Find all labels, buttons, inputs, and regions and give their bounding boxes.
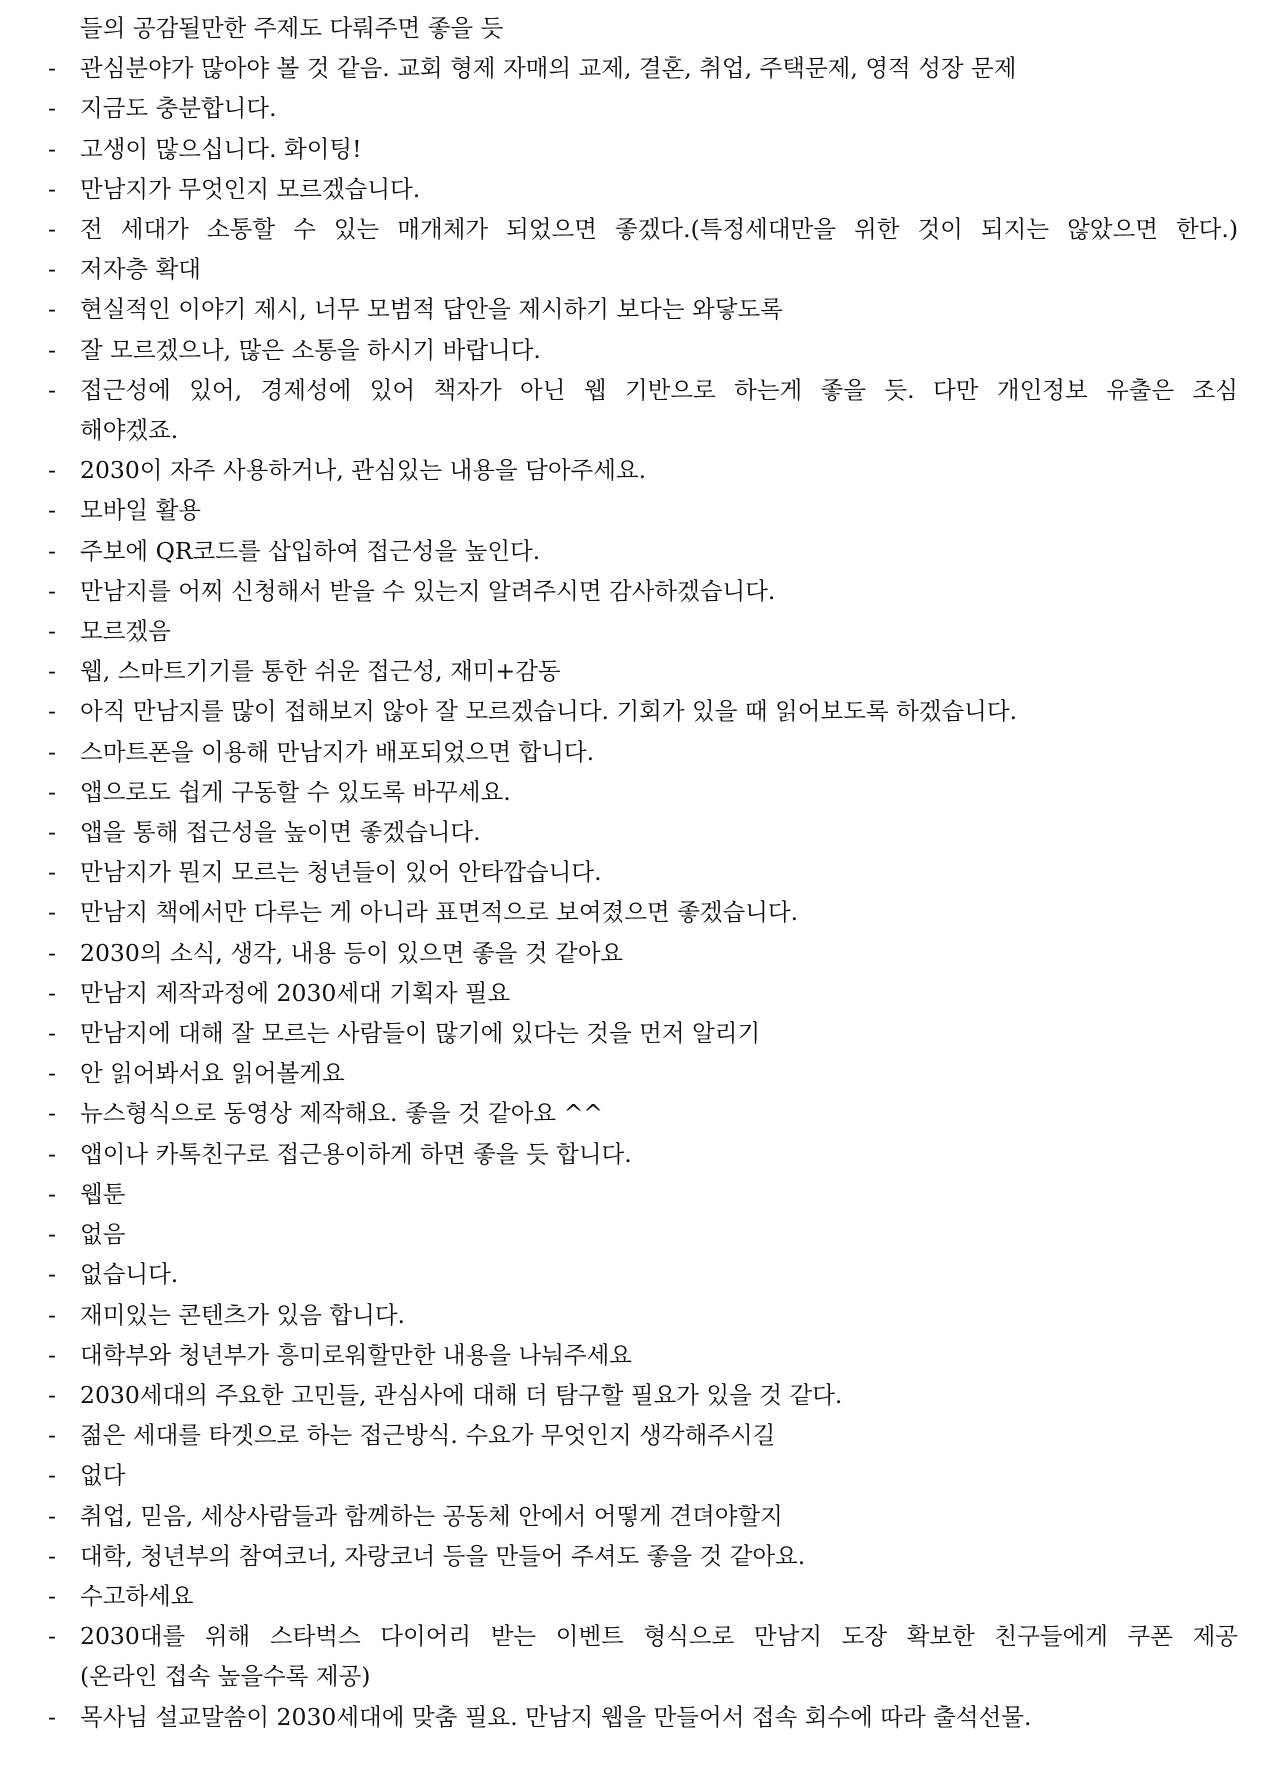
list-item-text: 아직 만남지를 많이 접해보지 않아 잘 모르겠습니다. 기회가 있을 때 읽어보도록 하겠습니다. [80, 697, 1018, 726]
list-item [48, 370, 1238, 410]
list-item [48, 611, 1238, 651]
list-item-text: 현실적인 이야기 제시, 너무 모범적 답안을 제시하기 보다는 와닿도록 [80, 295, 783, 324]
list-item-text: 앱으로도 쉽게 구동할 수 있도록 바꾸세요. [80, 777, 511, 806]
list-item [48, 852, 1238, 892]
list-item-text: 저자층 확대 [80, 255, 201, 284]
list-item-text: 젊은 세대를 타겟으로 하는 접근방식. 수요가 무엇인지 생각해주시길 [80, 1421, 776, 1450]
bullet-dash: - [48, 657, 56, 686]
list-item [48, 1697, 1238, 1737]
list-item-text: 취업, 믿음, 세상사람들과 함께하는 공동체 안에서 어떻게 견뎌야할지 [80, 1501, 783, 1530]
list-item [48, 651, 1238, 691]
bullet-dash: - [48, 938, 56, 967]
bullet-dash: - [48, 1380, 56, 1409]
list-item [48, 1134, 1238, 1174]
list-item-text: 주보에 QR코드를 삽입하여 접근성을 높인다. [80, 536, 541, 565]
list-item-text: 만남지를 어찌 신청해서 받을 수 있는지 알려주시면 감사하겠습니다. [80, 576, 776, 605]
list-item-text: 관심분야가 많아야 볼 것 같음. 교회 형제 자매의 교제, 결혼, 취업, 주택문제, 영적 성장 문제 [80, 54, 1017, 83]
list-item-text: 만남지가 뭔지 모르는 청년들이 있어 안타깝습니다. [80, 858, 602, 887]
list-item-continuation [48, 1656, 1238, 1696]
list-item-text: 2030의 소식, 생각, 내용 등이 있으면 좋을 것 같아요 [80, 938, 624, 967]
bullet-dash: - [48, 54, 56, 83]
list-item-text: 잘 모르겠으나, 많은 소통을 하시기 바랍니다. [80, 335, 541, 364]
list-item-text: 만남지가 무엇인지 모르겠습니다. [80, 174, 421, 203]
list-item-text: 대학, 청년부의 참여코너, 자랑코너 등을 만들어 주셔도 좋을 것 같아요. [80, 1541, 806, 1570]
bullet-dash: - [48, 1220, 56, 1249]
list-item [48, 289, 1238, 329]
list-item-text: 뉴스형식으로 동영상 제작해요. 좋을 것 같아요 ^^ [80, 1099, 603, 1128]
list-item-text: 웹, 스마트기기를 통한 쉬운 접근성, 재미+감동 [80, 657, 561, 686]
bullet-dash: - [48, 1139, 56, 1168]
list-item-continuation [48, 8, 1238, 48]
list-item-text: 만남지 제작과정에 2030세대 기획자 필요 [80, 978, 511, 1007]
list-item [48, 571, 1238, 611]
list-item-continuation [48, 410, 1238, 450]
list-item-text: 스마트폰을 이용해 만남지가 배포되었으면 합니다. [80, 737, 595, 766]
list-item [48, 88, 1238, 128]
bullet-dash: - [48, 1501, 56, 1530]
list-item [48, 1576, 1238, 1616]
list-item-text: 해야겠죠. [80, 416, 179, 445]
list-item [48, 1053, 1238, 1093]
list-item [48, 772, 1238, 812]
bullet-dash: - [48, 295, 56, 324]
list-item [48, 1335, 1238, 1375]
list-item-text: 모바일 활용 [80, 496, 201, 525]
list-item [48, 330, 1238, 370]
list-item-text: 수고하세요 [80, 1581, 194, 1610]
list-item-text: 2030대를 위해 스타벅스 다이어리 받는 이벤트 형식으로 만남지 도장 확보한 친구들에게 쿠폰 제공 [80, 1622, 1238, 1651]
list-item [48, 129, 1238, 169]
list-item-text: (온라인 접속 높을수록 제공) [80, 1662, 371, 1691]
list-item [48, 732, 1238, 772]
bullet-dash: - [48, 1541, 56, 1570]
list-item [48, 1536, 1238, 1576]
list-item [48, 490, 1238, 530]
bullet-dash: - [48, 737, 56, 766]
list-item-text: 대학부와 청년부가 흥미로워할만한 내용을 나눠주세요 [80, 1340, 633, 1369]
bullet-dash: - [48, 335, 56, 364]
bullet-dash: - [48, 94, 56, 123]
list-item-text: 재미있는 콘텐츠가 있음 합니다. [80, 1300, 405, 1329]
bullet-dash: - [48, 978, 56, 1007]
bullet-dash: - [48, 215, 56, 244]
list-item-text: 전 세대가 소통할 수 있는 매개체가 되었으면 좋겠다.(특정세대만을 위한 것이 되지는 않았으면 한다.) [80, 215, 1238, 244]
list-item [48, 1214, 1238, 1254]
list-item [48, 812, 1238, 852]
list-item-text: 2030이 자주 사용하거나, 관심있는 내용을 담아주세요. [80, 456, 647, 485]
list-item [48, 1174, 1238, 1214]
list-item [48, 691, 1238, 731]
bullet-dash: - [48, 576, 56, 605]
bullet-dash: - [48, 255, 56, 284]
bullet-dash: - [48, 1260, 56, 1289]
list-item-text: 2030세대의 주요한 고민들, 관심사에 대해 더 탐구할 필요가 있을 것 같다. [80, 1380, 843, 1409]
list-item [48, 973, 1238, 1013]
list-item [48, 1496, 1238, 1536]
list-item-text: 접근성에 있어, 경제성에 있어 책자가 아닌 웹 기반으로 하는게 좋을 듯. 다만 개인정보 유출은 조심 [80, 375, 1238, 404]
list-item-text: 안 읽어봐서요 읽어볼게요 [80, 1059, 345, 1088]
bullet-dash: - [48, 1019, 56, 1048]
bullet-dash: - [48, 697, 56, 726]
list-item [48, 249, 1238, 289]
list-item-text: 앱이나 카톡친구로 접근용이하게 하면 좋을 듯 합니다. [80, 1139, 632, 1168]
list-item-text: 모르겠음 [80, 617, 171, 646]
survey-response-list [48, 8, 1238, 1737]
list-item [48, 892, 1238, 932]
list-item-text: 앱을 통해 접근성을 높이면 좋겠습니다. [80, 818, 481, 847]
list-item [48, 1455, 1238, 1495]
list-item-text: 없다 [80, 1461, 126, 1490]
bullet-dash: - [48, 1461, 56, 1490]
list-item [48, 209, 1238, 249]
bullet-dash: - [48, 134, 56, 163]
list-item [48, 1616, 1238, 1656]
bullet-dash: - [48, 1581, 56, 1610]
bullet-dash: - [48, 496, 56, 525]
list-item-text: 목사님 설교말씀이 2030세대에 맞춤 필요. 만남지 웹을 만들어서 접속 회수에 따라 출석선물. [80, 1702, 1032, 1731]
list-item-text: 없습니다. [80, 1260, 179, 1289]
list-item-text: 고생이 많으십니다. 화이팅! [80, 134, 362, 163]
bullet-dash: - [48, 617, 56, 646]
list-item-text: 없음 [80, 1220, 126, 1249]
list-item-text: 지금도 충분합니다. [80, 94, 277, 123]
list-item [48, 1375, 1238, 1415]
bullet-dash: - [48, 1059, 56, 1088]
list-item [48, 1295, 1238, 1335]
list-item [48, 450, 1238, 490]
list-item [48, 1093, 1238, 1133]
bullet-dash: - [48, 1622, 56, 1651]
bullet-dash: - [48, 1421, 56, 1450]
bullet-dash: - [48, 174, 56, 203]
bullet-dash: - [48, 1300, 56, 1329]
bullet-dash: - [48, 1099, 56, 1128]
list-item [48, 48, 1238, 88]
bullet-dash: - [48, 375, 56, 404]
list-item [48, 1013, 1238, 1053]
bullet-dash: - [48, 536, 56, 565]
list-item [48, 531, 1238, 571]
list-item [48, 1415, 1238, 1455]
list-item-text: 만남지에 대해 잘 모르는 사람들이 많기에 있다는 것을 먼저 알리기 [80, 1019, 761, 1048]
bullet-dash: - [48, 777, 56, 806]
list-item-text: 들의 공감될만한 주제도 다뤄주면 좋을 듯 [80, 14, 504, 42]
list-item-text: 만남지 책에서만 다루는 게 아니라 표면적으로 보여졌으면 좋겠습니다. [80, 898, 799, 927]
bullet-dash: - [48, 1340, 56, 1369]
list-item [48, 933, 1238, 973]
bullet-dash: - [48, 818, 56, 847]
bullet-dash: - [48, 898, 56, 927]
list-item [48, 169, 1238, 209]
list-item [48, 1254, 1238, 1294]
bullet-dash: - [48, 858, 56, 887]
bullet-dash: - [48, 1702, 56, 1731]
bullet-dash: - [48, 1179, 56, 1208]
list-item-text: 웹툰 [80, 1179, 126, 1208]
bullet-dash: - [48, 456, 56, 485]
